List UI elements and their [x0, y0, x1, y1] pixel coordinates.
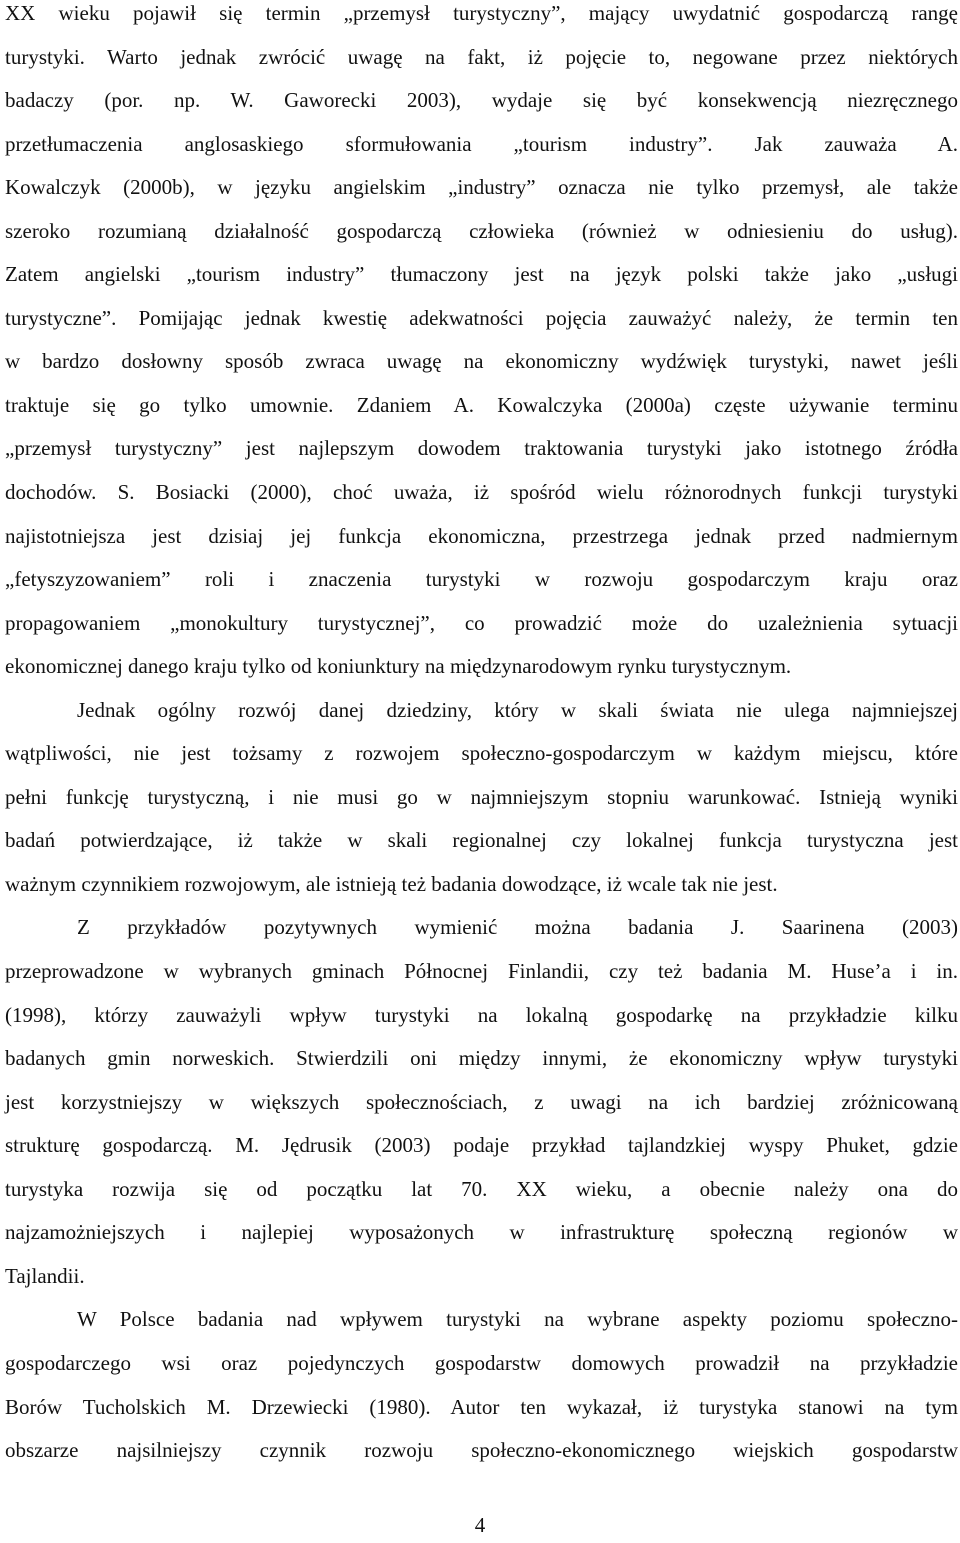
text-line: turystyka rozwija się od początku lat 70. XX wieku, a obecnie należy ona do — [5, 1176, 958, 1201]
paragraph — [5, 906, 958, 1298]
text-line: traktuje się go tylko umownie. Zdaniem A. Kowalczyka (2000a) częste używanie terminu — [5, 392, 958, 417]
text-line: Kowalczyk (2000b), w języku angielskim „industry” oznacza nie tylko przemysł, ale także — [5, 175, 958, 200]
text-line: Borów Tucholskich M. Drzewiecki (1980). Autor ten wykazał, iż turystyka stanowi na tym — [5, 1394, 958, 1419]
text-line: (1998), którzy zauważyli wpływ turystyki na lokalną gospodarkę na przykładzie kilku — [5, 1002, 958, 1027]
text-line: turystyczne”. Pomijając jednak kwestię adekwatności pojęcia zauważyć należy, że termin ten — [5, 305, 958, 330]
text-line: szeroko rozumianą działalność gospodarczą człowieka (również w odniesieniu do usług). — [5, 218, 958, 243]
paragraph — [5, 689, 958, 907]
text-line: przeprowadzone w wybranych gminach Północnej Finlandii, czy też badania M. Huse’a i in. — [5, 959, 958, 984]
text-line: badań potwierdzające, iż także w skali regionalnej czy lokalnej funkcja turystyczna jest — [5, 828, 958, 853]
text-line: „przemysł turystyczny” jest najlepszym dowodem traktowania turystyki jako istotnego źródła — [5, 436, 958, 461]
text-line: XX wieku pojawił się termin „przemysł turystyczny”, mający uwydatnić gospodarczą rangę — [5, 1, 958, 25]
text-line: najistotniejsza jest dzisiaj jej funkcja ekonomiczna, przestrzega jednak przed nadmiernym — [5, 523, 958, 548]
text-line: ekonomicznej danego kraju tylko od koniunktury na międzynarodowym rynku turystycznym. — [5, 654, 792, 679]
text-line: W Polsce badania nad wpływem turystyki na wybrane aspekty poziomu społeczno- — [77, 1307, 958, 1332]
text-line: Tajlandii. — [5, 1263, 85, 1288]
text-line: „fetyszyzowaniem” roli i znaczenia turystyki w rozwoju gospodarczym kraju oraz — [5, 567, 958, 592]
text-line: dochodów. S. Bosiacki (2000), choć uważa, iż spośród wielu różnorodnych funkcji turystyki — [5, 480, 958, 505]
text-line: badanych gmin norweskich. Stwierdzili oni między innymi, że ekonomiczny wpływ turystyki — [5, 1046, 958, 1071]
paragraph — [5, 0, 958, 689]
text-line: najzamożniejszych i najlepiej wyposażonych w infrastrukturę społeczną regionów w — [5, 1220, 958, 1245]
text-line: jest korzystniejszy w większych społecznościach, z uwagi na ich bardziej zróżnicowaną — [5, 1089, 958, 1114]
paragraph — [5, 1298, 958, 1472]
text-line: turystyki. Warto jednak zwrócić uwagę na fakt, iż pojęcie to, negowane przez niektórych — [5, 44, 958, 69]
text-line: pełni funkcję turystyczną, i nie musi go w najmniejszym stopniu warunkować. Istnieją wyniki — [5, 784, 958, 809]
text-line: Zatem angielski „tourism industry” tłumaczony jest na język polski także jako „usługi — [5, 262, 958, 287]
text-line: wątpliwości, nie jest tożsamy z rozwojem społeczno-gospodarczym w każdym miejscu, które — [5, 741, 958, 766]
body-text — [5, 0, 958, 1473]
text-line: propagowaniem „monokultury turystycznej”, co prowadzić może do uzależnienia sytuacji — [5, 610, 958, 635]
text-line: strukturę gospodarczą. M. Jędrusik (2003) podaje przykład tajlandzkiej wyspy Phuket, gdzie — [5, 1133, 958, 1158]
text-line: w bardzo dosłowny sposób zwraca uwagę na ekonomiczny wydźwięk turystyki, nawet jeśli — [5, 349, 958, 374]
page-number: 4 — [474, 1513, 486, 1537]
text-line: badaczy (por. np. W. Gaworecki 2003), wydaje się być konsekwencją niezręcznego — [5, 88, 958, 113]
text-line: ważnym czynnikiem rozwojowym, ale istnieją też badania dowodzące, iż wcale tak nie jest. — [5, 871, 778, 896]
text-line: przetłumaczenia anglosaskiego sformułowania „tourism industry”. Jak zauważa A. — [5, 131, 958, 156]
text-line: gospodarczego wsi oraz pojedynczych gospodarstw domowych prowadził na przykładzie — [5, 1350, 958, 1375]
text-line: Z przykładów pozytywnych wymienić można badania J. Saarinena (2003) — [77, 915, 958, 940]
text-line: obszarze najsilniejszy czynnik rozwoju społeczno-ekonomicznego wiejskich gospodarstw — [5, 1438, 958, 1463]
text-line: Jednak ogólny rozwój danej dziedziny, który w skali świata nie ulega najmniejszej — [77, 697, 958, 722]
